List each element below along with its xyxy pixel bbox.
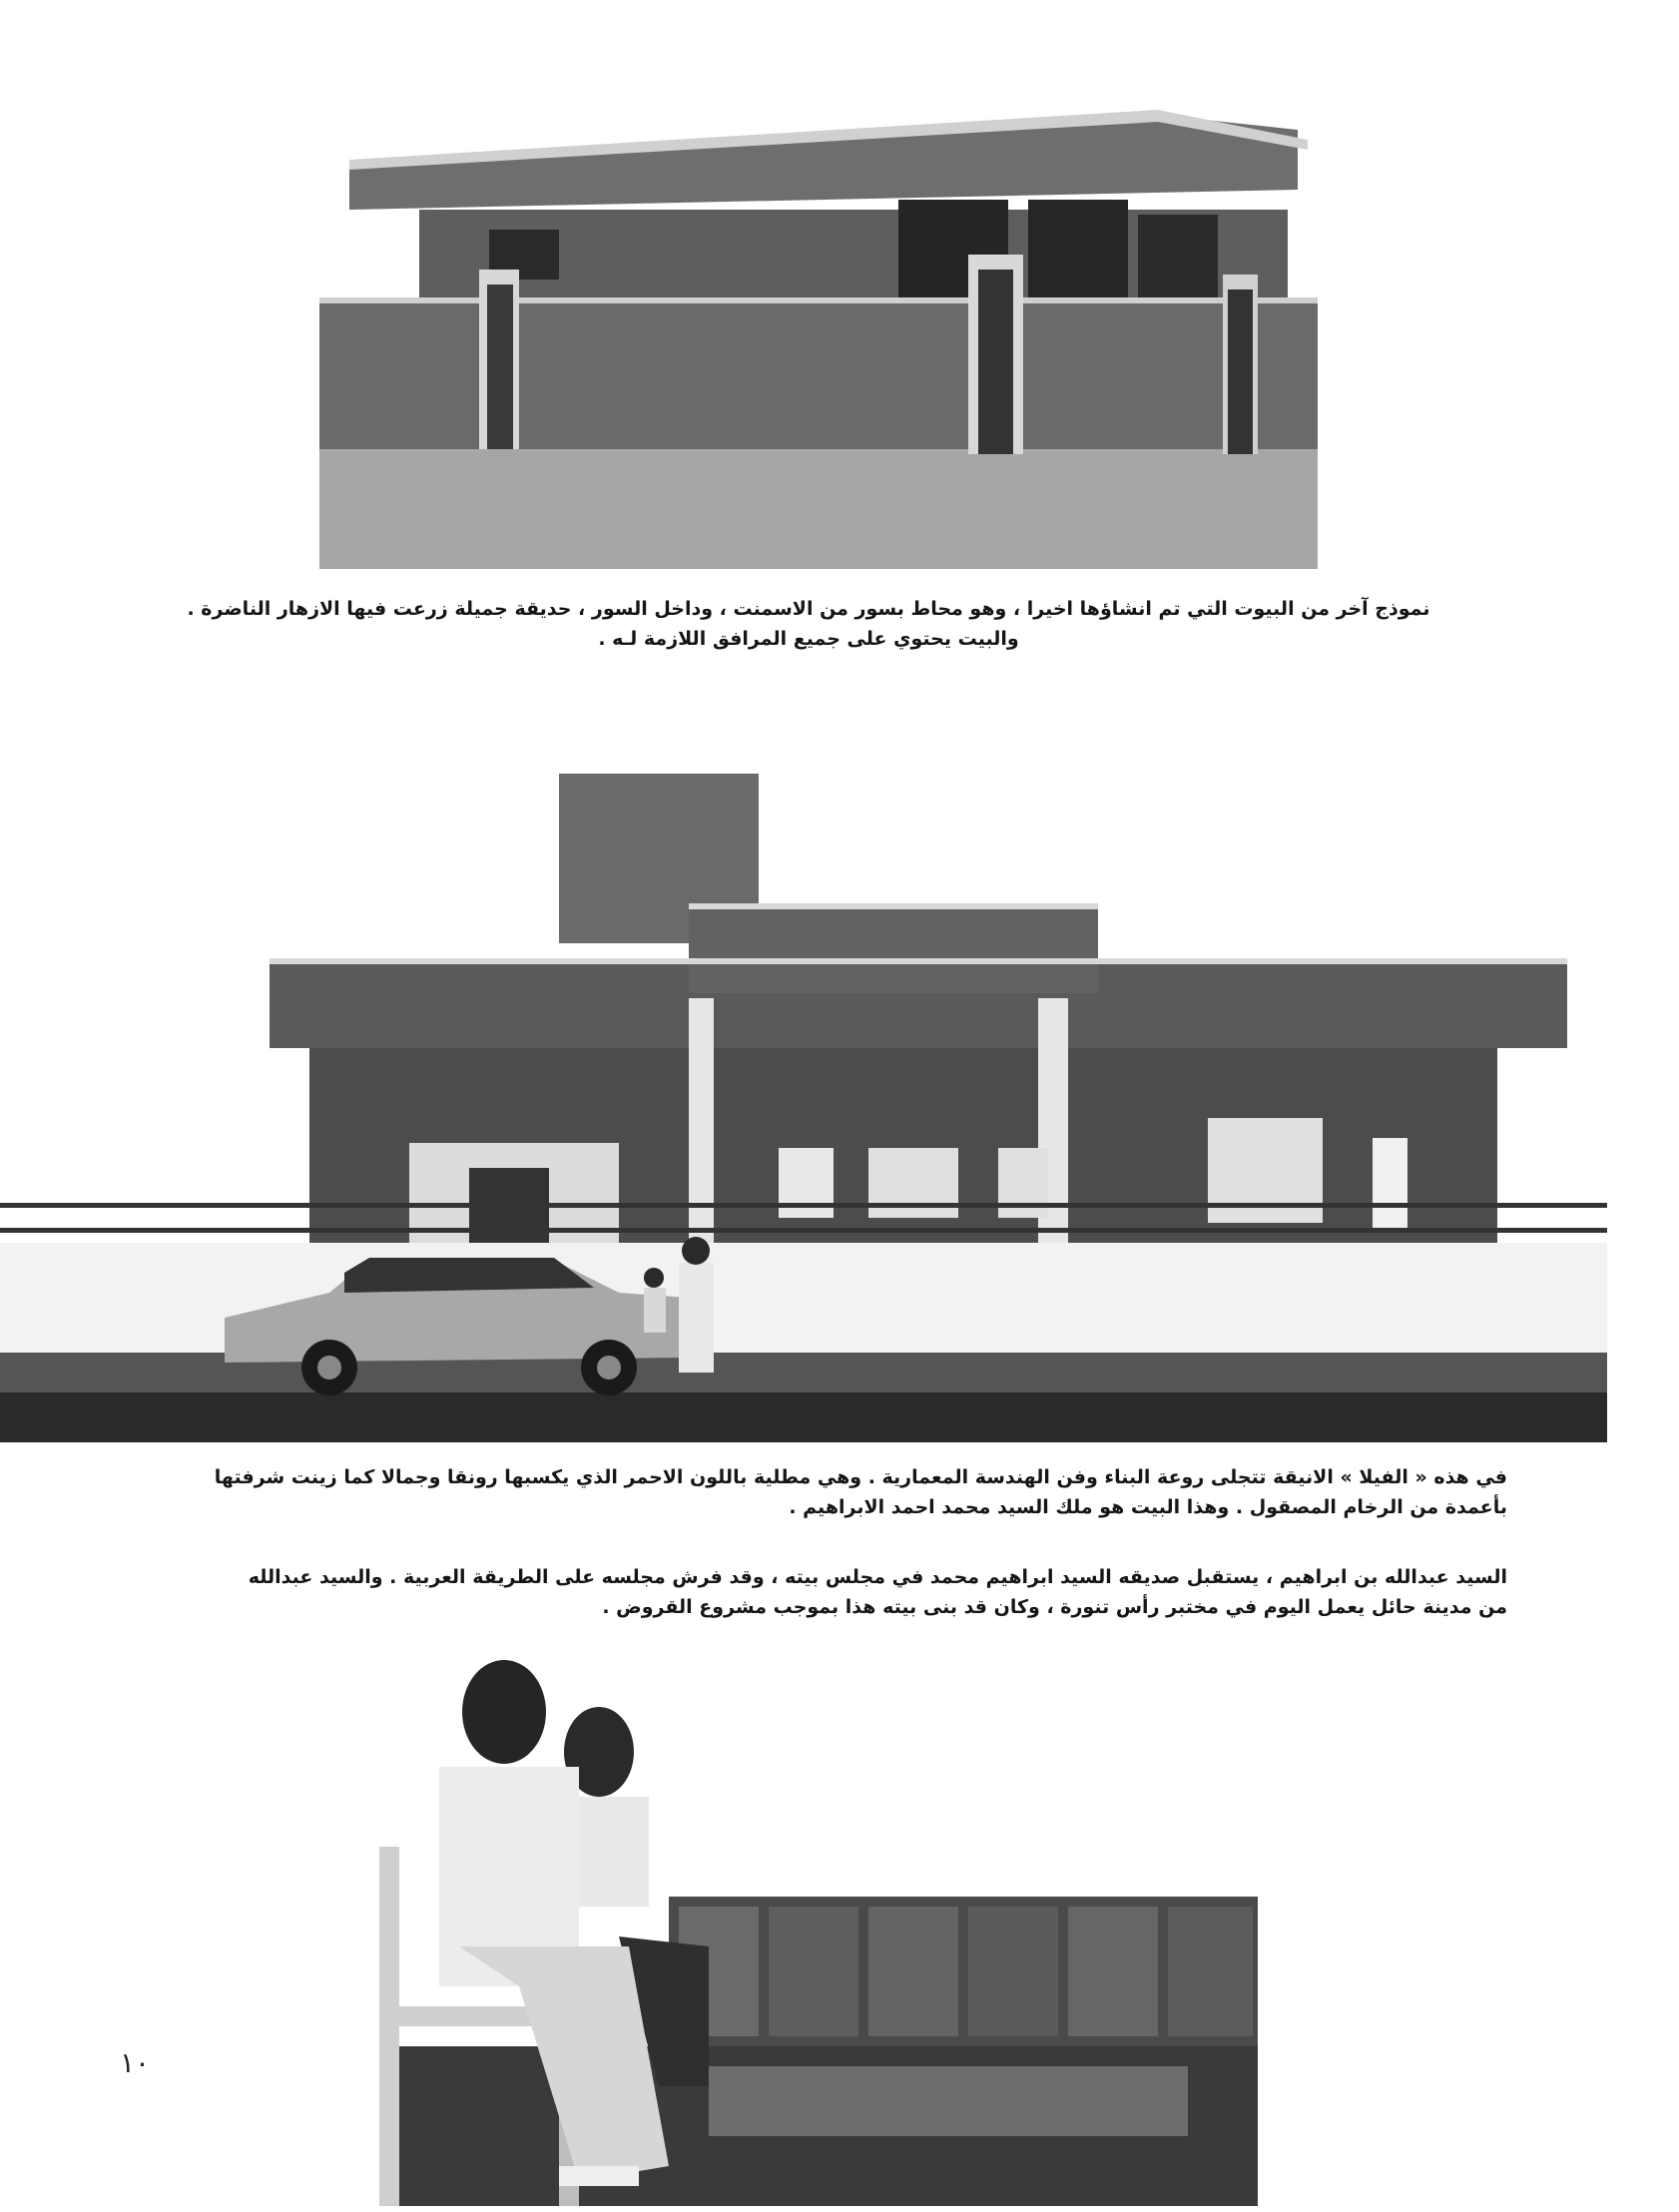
- house-caption: [110, 594, 1507, 654]
- villa-caption: [110, 1462, 1507, 1522]
- majlis-photo: [379, 1647, 1258, 2206]
- villa-caption-line-1: في هذه « الفيلا » الانيقة تتجلى روعة البناء وفن الهندسة المعمارية . وهي مطلية باللون الاحمر الذي يكسبها رونقا وجمالا كما زينت شرفتها: [214, 1466, 1507, 1488]
- house-caption-line-2: والبيت يحتوي على جميع المرافق اللازمة لـه .: [598, 628, 1019, 650]
- villa-caption-line-2: بأعمدة من الرخام المصقول . وهذا البيت هو ملك السيد محمد احمد الابراهيم .: [789, 1496, 1507, 1518]
- house-photo: [319, 50, 1318, 569]
- villa-photo: [0, 774, 1607, 1442]
- villa-illustration: [0, 774, 1607, 1442]
- house-illustration: [319, 50, 1318, 569]
- majlis-caption-line-1: السيد عبدالله بن ابراهيم ، يستقبل صديقه السيد ابراهيم محمد في مجلس بيته ، وقد فرش مجلسه على الطريقة العربية . والسيد عبدالله: [248, 1566, 1507, 1588]
- majlis-caption-line-2: من مدينة حائل يعمل اليوم في مختبر رأس تنورة ، وكان قد بنى بيته هذا بموجب مشروع القروض .: [602, 1596, 1507, 1618]
- house-caption-line-1: نموذج آخر من البيوت التي تم انشاؤها اخيرا ، وهو محاط بسور من الاسمنت ، وداخل السور ، حديقة جميلة زرعت فيها الازهار الناضرة .: [187, 598, 1430, 620]
- majlis-illustration: [379, 1647, 1258, 2206]
- page-number: ١٠: [120, 2046, 151, 2079]
- majlis-caption: [110, 1562, 1507, 1622]
